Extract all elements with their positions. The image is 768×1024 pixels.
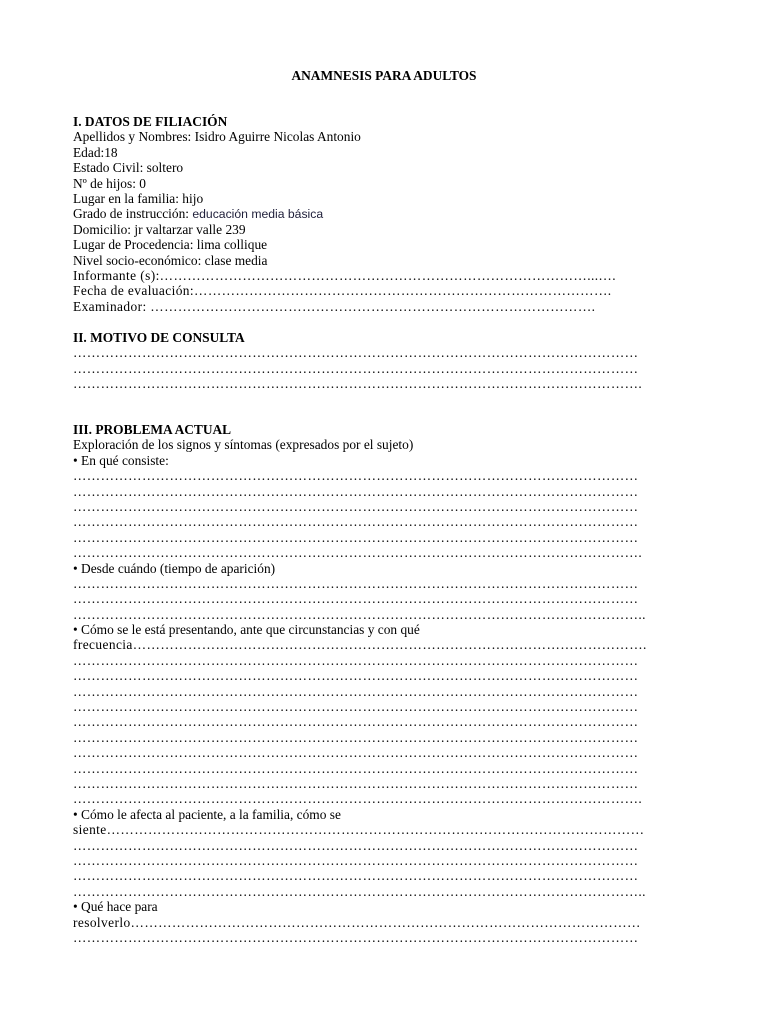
field-grado-label: Grado de instrucción: (73, 206, 193, 222)
dotted-line: …………………………………………………………………………………………………………… (73, 729, 639, 745)
field-nivel: Nivel socio-económico: clase media (73, 252, 268, 268)
field-estado-civil: Estado Civil: soltero (73, 160, 184, 176)
dotted-line: …………………………………………………………………………………………………………… (73, 745, 639, 761)
field-hijos: Nº de hijos: 0 (73, 175, 146, 191)
section-heading: I. DATOS DE FILIACIÓN (73, 114, 228, 129)
dotted-line: …………………………………………………………………………………………………………… (73, 714, 639, 730)
field-lugar-familia: Lugar en la familia: hijo (73, 190, 204, 206)
section-datos-filiacion (73, 114, 733, 314)
section-intro: Exploración de los signos y síntomas (expresados por el sujeto) (73, 437, 414, 453)
field-grado-value: educación media básica (192, 207, 324, 222)
question-como-se-presenta-cont: frecuencia…………………………………………………………………………………………………. (73, 637, 647, 653)
dotted-line: …………………………………………………………………………………………………………… (73, 575, 639, 591)
field-edad: Edad:18 (73, 144, 118, 160)
question-en-que-consiste: • En qué consiste: (73, 452, 169, 468)
dotted-line: …………………………………………………………………………………………………………… (73, 529, 639, 545)
dotted-line: …………………………………………………………………………………………………………… (73, 775, 639, 791)
dotted-line: …………………………………………………………………………………………………………… (73, 591, 639, 607)
question-que-hace-cont: resolverlo………………………………………………………………………………………………… (73, 914, 641, 930)
dotted-line: ……………………………………………………………………………………………………………. (73, 376, 643, 392)
dotted-line: …………………………………………………………………………………………………………… (73, 868, 639, 884)
question-como-afecta: • Cómo le afecta al paciente, a la familia, cómo se (73, 806, 341, 822)
field-examinador: Examinador: ……………………………………………………………………………………. (73, 298, 596, 314)
question-como-se-presenta: • Cómo se le está presentando, ante que circunstancias y con qué (73, 622, 420, 638)
dotted-line: …………………………………………………………………………………………………………… (73, 760, 639, 776)
dotted-line: …………………………………………………………………………………………………………… (73, 345, 639, 361)
dotted-line: …………………………………………………………………………………………………………….. (73, 606, 646, 622)
field-apellidos: Apellidos y Nombres: Isidro Aguirre Nicolas Antonio (73, 129, 361, 145)
dotted-line: …………………………………………………………………………………………………………….. (73, 883, 646, 899)
dotted-line: ……………………………………………………………………………………………………………. (73, 791, 643, 807)
field-informante: Informante (s):…………………………………………………………………………………...…. (73, 267, 616, 283)
field-domicilio: Domicilio: jr valtarzar valle 239 (73, 221, 246, 237)
section-heading: II. MOTIVO DE CONSULTA (73, 330, 245, 345)
section-heading: III. PROBLEMA ACTUAL (73, 422, 232, 437)
dotted-line: ……………………………………………………………………………………………………………. (73, 545, 643, 561)
dotted-line: …………………………………………………………………………………………………………… (73, 514, 639, 530)
dotted-line: …………………………………………………………………………………………………………… (73, 652, 639, 668)
dotted-line: …………………………………………………………………………………………………………… (73, 668, 639, 684)
dotted-line: …………………………………………………………………………………………………………… (73, 699, 639, 715)
dotted-line: …………………………………………………………………………………………………………… (73, 498, 639, 514)
document-title: ANAMNESIS PARA ADULTOS (291, 68, 477, 83)
dotted-line: …………………………………………………………………………………………………………… (73, 929, 639, 945)
question-desde-cuando: • Desde cuándo (tiempo de aparición) (73, 560, 276, 576)
dotted-line: …………………………………………………………………………………………………………… (73, 852, 639, 868)
field-procedencia: Lugar de Procedencia: lima collique (73, 237, 268, 253)
section-motivo-consulta (73, 330, 733, 392)
field-fecha: Fecha de evaluación:………………………………………………………………………………. (73, 283, 612, 299)
dotted-line: …………………………………………………………………………………………………………… (73, 483, 639, 499)
dotted-line: …………………………………………………………………………………………………………… (73, 837, 639, 853)
dotted-line: …………………………………………………………………………………………………………… (73, 360, 639, 376)
dotted-line: …………………………………………………………………………………………………………… (73, 683, 639, 699)
field-grado (73, 206, 733, 221)
dotted-line: …………………………………………………………………………………………………………… (73, 468, 639, 484)
section-problema-actual (73, 422, 733, 945)
question-como-afecta-cont: siente……………………………………………………………………………………………………… (73, 822, 645, 838)
question-que-hace: • Qué hace para (73, 899, 158, 915)
